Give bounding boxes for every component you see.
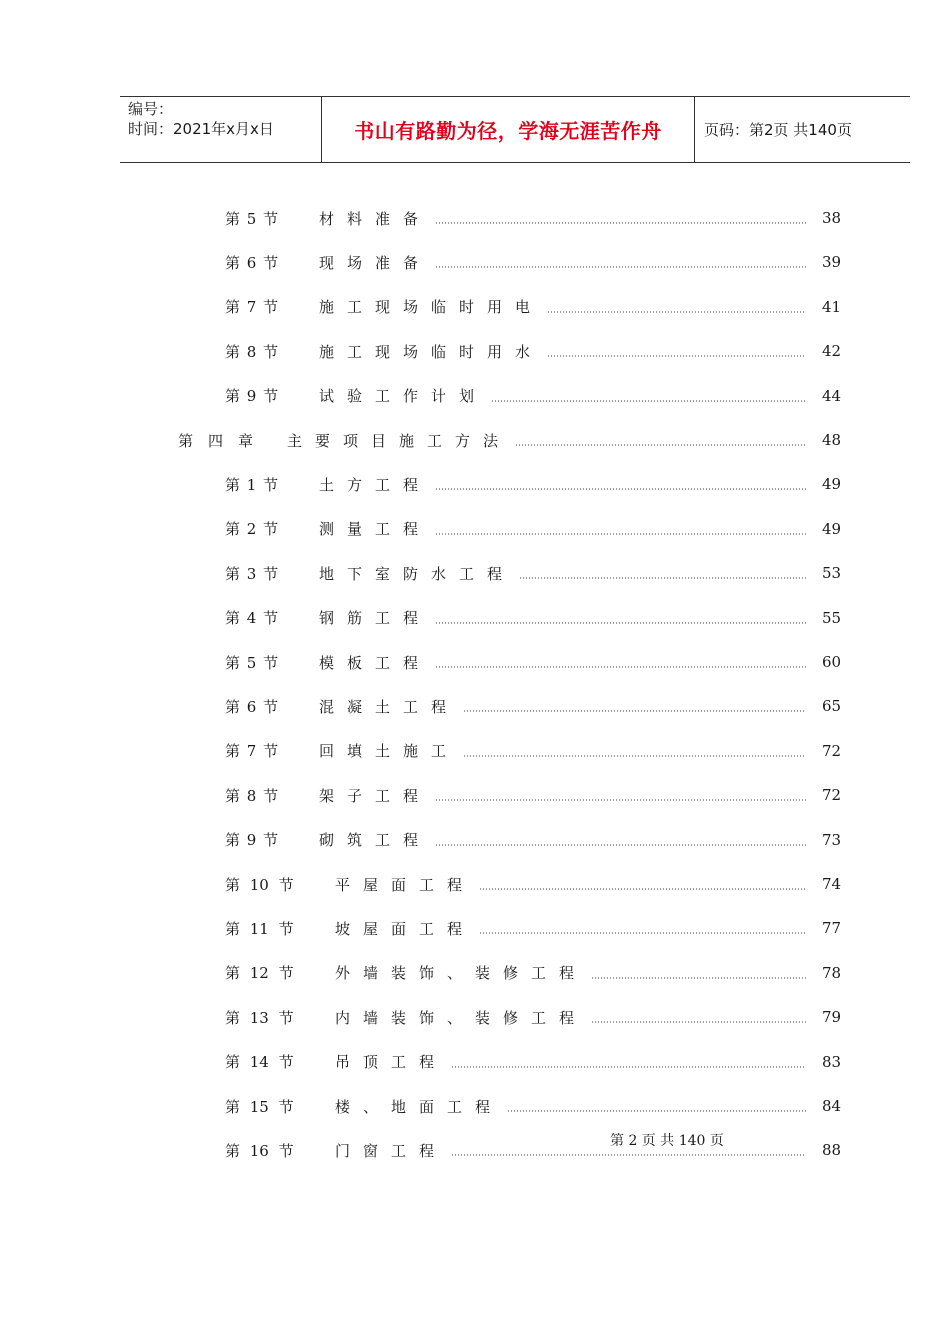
toc-entry[interactable]	[0, 285, 950, 329]
toc-entry-page: 83	[822, 1052, 842, 1071]
toc-leader-dots	[435, 666, 806, 668]
toc-entry-number: 第 12 节	[225, 964, 294, 983]
toc-entry-title: 混凝土工程	[319, 697, 460, 716]
toc-entry-page: 42	[822, 342, 842, 361]
toc-entry-title: 坡屋面工程	[335, 919, 476, 938]
toc-entry-page: 39	[822, 253, 842, 272]
toc-entry-number: 第 16 节	[225, 1141, 294, 1160]
toc-entry-page: 55	[822, 608, 842, 627]
toc-entry[interactable]	[0, 1040, 950, 1084]
toc-leader-dots	[435, 799, 806, 801]
toc-entry-title: 平屋面工程	[335, 875, 476, 894]
toc-entry-number: 第 3 节	[225, 564, 279, 583]
toc-entry-page: 60	[822, 653, 842, 671]
toc-entry[interactable]	[0, 462, 950, 506]
toc-leader-dots	[515, 444, 806, 446]
toc-entry-title: 试验工作计划	[319, 387, 488, 406]
toc-entry[interactable]	[0, 240, 950, 284]
toc-entry-number: 第 2 节	[225, 520, 279, 539]
toc-entry-number: 第 11 节	[225, 919, 294, 938]
footer-page-number: 第 2 页 共 140 页	[610, 1133, 724, 1149]
toc-entry-title: 土方工程	[319, 475, 432, 494]
toc-entry-page: 79	[822, 1008, 842, 1027]
toc-leader-dots	[435, 222, 806, 224]
toc-leader-dots	[435, 266, 806, 268]
toc-entry[interactable]	[0, 196, 950, 240]
toc-entry-number: 第 13 节	[225, 1008, 294, 1027]
toc-entry-title: 材料准备	[319, 209, 432, 228]
toc-entry-page: 44	[822, 386, 842, 405]
toc-leader-dots	[547, 355, 806, 357]
toc-entry[interactable]	[0, 951, 950, 995]
toc-entry-title: 现场准备	[319, 253, 432, 272]
toc-entry-page: 38	[822, 209, 842, 227]
toc-leader-dots	[507, 1110, 806, 1112]
toc-entry[interactable]	[0, 329, 950, 373]
toc-entry-page: 78	[822, 963, 842, 982]
toc-entry-number: 第 15 节	[225, 1097, 294, 1116]
header-page-info: 页码：第2页 共140页	[704, 121, 852, 139]
toc-entry-number: 第 7 节	[225, 298, 279, 317]
toc-entry-number: 第 5 节	[225, 209, 279, 228]
toc-leader-dots	[591, 977, 806, 979]
toc-entry-number: 第 8 节	[225, 786, 279, 805]
toc-entry-number: 第 5 节	[225, 653, 279, 672]
toc-entry-page: 48	[822, 431, 842, 449]
toc-entry-title: 吊顶工程	[335, 1053, 448, 1072]
toc-entry-page: 84	[822, 1097, 842, 1115]
toc-entry-title: 内墙装饰、装修工程	[335, 1008, 588, 1027]
toc-entry-number: 第 8 节	[225, 342, 279, 361]
toc-leader-dots	[547, 311, 806, 313]
toc-entry-title: 主要项目施工方法	[287, 431, 512, 450]
toc-entry-number: 第 9 节	[225, 831, 279, 850]
toc-entry-title: 外墙装饰、装修工程	[335, 964, 588, 983]
toc-entry[interactable]	[0, 1084, 950, 1128]
page-header	[120, 96, 910, 163]
toc-entry-page: 49	[822, 475, 842, 494]
toc-entry-page: 72	[822, 786, 842, 805]
toc-entry-title: 施工现场临时用水	[319, 342, 544, 361]
toc-leader-dots	[463, 755, 806, 757]
toc-entry-title: 架子工程	[319, 786, 432, 805]
toc-leader-dots	[435, 488, 806, 490]
toc-entry[interactable]	[0, 906, 950, 950]
toc-entry[interactable]	[0, 640, 950, 684]
toc-entry-page: 49	[822, 519, 842, 538]
toc-entry-page: 65	[822, 697, 842, 716]
toc-entry-number: 第 6 节	[225, 253, 279, 272]
toc-leader-dots	[435, 622, 806, 624]
toc-leader-dots	[451, 1154, 806, 1156]
toc-entry-number: 第 6 节	[225, 697, 279, 716]
toc-entry-number: 第 7 节	[225, 742, 279, 761]
toc-entry-title: 楼、地面工程	[335, 1097, 504, 1116]
toc-leader-dots	[463, 710, 806, 712]
toc-entry[interactable]	[0, 862, 950, 906]
toc-entry[interactable]	[0, 374, 950, 418]
toc-entry[interactable]	[0, 773, 950, 817]
toc-entry[interactable]	[0, 1128, 950, 1172]
toc-entry-title: 钢筋工程	[319, 609, 432, 628]
toc-entry-page: 88	[822, 1141, 842, 1160]
toc-entry-title: 门窗工程	[335, 1141, 448, 1160]
toc-entry-page: 74	[822, 875, 842, 893]
toc-entry[interactable]	[0, 596, 950, 640]
toc-leader-dots	[519, 577, 806, 579]
toc-entry[interactable]	[0, 995, 950, 1039]
toc-entry[interactable]	[0, 729, 950, 773]
toc-entry[interactable]	[0, 684, 950, 728]
toc-entry-number: 第 14 节	[225, 1053, 294, 1072]
toc-entry-number: 第四章	[178, 431, 269, 450]
toc-entry-title: 测量工程	[319, 520, 432, 539]
toc-entry-title: 回填土施工	[319, 742, 460, 761]
toc-entry-title: 地下室防水工程	[319, 564, 516, 583]
header-motto: 书山有路勤为径，学海无涯苦作舟	[321, 97, 695, 162]
toc-entry-number: 第 10 节	[225, 875, 294, 894]
toc-entry-page: 41	[822, 297, 842, 316]
toc-entry[interactable]	[0, 818, 950, 862]
toc-entry-title: 施工现场临时用电	[319, 298, 544, 317]
toc-entry-title: 模板工程	[319, 653, 432, 672]
toc-leader-dots	[479, 888, 806, 890]
toc-leader-dots	[491, 400, 806, 402]
toc-leader-dots	[479, 932, 806, 934]
toc-entry[interactable]	[0, 551, 950, 595]
toc-entry[interactable]	[0, 507, 950, 551]
toc-entry-page: 72	[822, 741, 842, 760]
toc-leader-dots	[591, 1021, 806, 1023]
toc-leader-dots	[435, 844, 806, 846]
toc-entry-number: 第 1 节	[225, 475, 279, 494]
toc-leader-dots	[451, 1066, 806, 1068]
toc-entry-page: 73	[822, 830, 842, 849]
toc-leader-dots	[435, 533, 806, 535]
toc-entry-page: 53	[822, 564, 842, 583]
toc-entry-number: 第 9 节	[225, 387, 279, 406]
document-number: 编号：	[128, 100, 174, 118]
toc-entry[interactable]	[0, 418, 950, 462]
toc-entry-title: 砌筑工程	[319, 831, 432, 850]
document-date: 时间：2021年x月x日	[128, 120, 274, 138]
header-meta	[120, 97, 321, 162]
toc-entry-page: 77	[822, 919, 842, 938]
toc-entry-number: 第 4 节	[225, 609, 279, 628]
